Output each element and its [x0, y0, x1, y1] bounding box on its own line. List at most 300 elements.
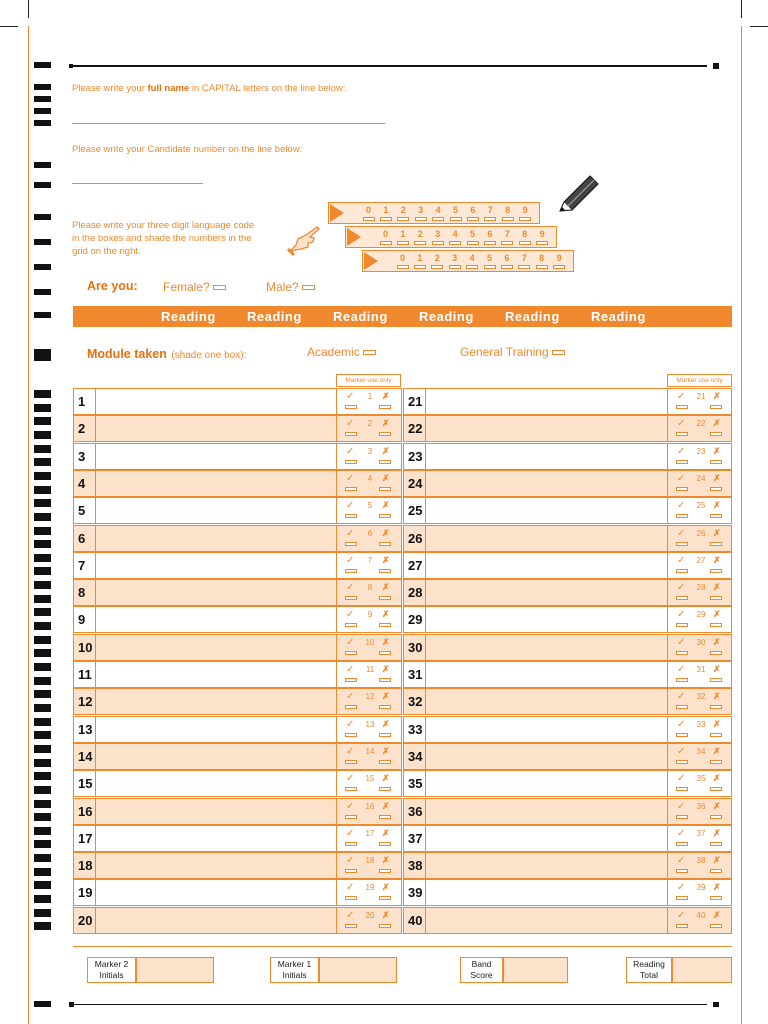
digit-box[interactable]	[519, 217, 531, 221]
answer-row[interactable]	[73, 825, 402, 852]
correct-box[interactable]	[345, 842, 357, 846]
digit-box[interactable]	[380, 217, 392, 221]
question-number: 13	[74, 717, 96, 742]
timing-mark	[34, 677, 51, 685]
answer-row[interactable]	[73, 716, 402, 743]
digit-option[interactable]	[430, 205, 447, 221]
incorrect-box[interactable]	[710, 678, 722, 682]
answer-row[interactable]	[73, 443, 402, 470]
question-number: 36	[404, 799, 426, 824]
incorrect-box[interactable]	[710, 815, 722, 819]
digit-box[interactable]	[431, 265, 443, 269]
question-number: 37	[404, 826, 426, 851]
correct-box[interactable]	[676, 896, 688, 900]
academic-option[interactable]: Academic	[307, 345, 376, 359]
answer-row[interactable]	[403, 497, 732, 524]
digit-label: 5	[452, 205, 458, 215]
incorrect-box[interactable]	[379, 705, 391, 709]
correct-box[interactable]	[676, 623, 688, 627]
correct-box[interactable]	[676, 842, 688, 846]
digit-option[interactable]	[412, 229, 429, 245]
answer-row[interactable]	[403, 388, 732, 415]
correct-box[interactable]	[676, 815, 688, 819]
digit-option[interactable]	[394, 229, 411, 245]
digit-option[interactable]	[551, 253, 568, 269]
answer-row[interactable]	[73, 388, 402, 415]
reading-banner-label: Reading	[419, 309, 474, 324]
correct-box[interactable]	[345, 924, 357, 928]
timing-mark	[34, 813, 51, 821]
male-checkbox[interactable]	[302, 285, 315, 290]
correct-box[interactable]	[345, 760, 357, 764]
digit-option[interactable]	[516, 253, 533, 269]
language-code-grid-3[interactable]	[362, 250, 574, 272]
digit-option[interactable]	[412, 205, 429, 221]
correct-box[interactable]	[345, 815, 357, 819]
marker-box	[667, 389, 732, 414]
correct-box[interactable]	[345, 542, 357, 546]
incorrect-box[interactable]	[379, 623, 391, 627]
incorrect-box[interactable]	[710, 623, 722, 627]
cross-icon: ✗	[713, 554, 721, 565]
correct-box[interactable]	[345, 487, 357, 491]
tick-icon: ✓	[677, 882, 686, 894]
full-name-line[interactable]	[72, 123, 385, 124]
answer-row[interactable]	[403, 579, 732, 606]
digit-option[interactable]	[481, 253, 498, 269]
incorrect-box[interactable]	[710, 896, 722, 900]
answer-row[interactable]	[403, 443, 732, 470]
digit-box[interactable]	[397, 217, 409, 221]
digit-box[interactable]	[536, 265, 548, 269]
incorrect-box[interactable]	[379, 460, 391, 464]
incorrect-box[interactable]	[379, 815, 391, 819]
marker-box	[667, 553, 732, 578]
timing-mark	[34, 182, 51, 188]
marker-box	[336, 880, 401, 905]
digit-option[interactable]	[447, 229, 464, 245]
answer-row[interactable]	[73, 743, 402, 770]
tick-icon: ✓	[346, 800, 355, 812]
candidate-number-line[interactable]	[72, 183, 203, 184]
answer-row[interactable]	[403, 606, 732, 633]
digit-box[interactable]	[467, 217, 479, 221]
question-number: 1	[74, 389, 96, 414]
correct-box[interactable]	[676, 869, 688, 873]
marker-question-number: 30	[696, 637, 706, 647]
digit-option[interactable]	[464, 229, 481, 245]
question-number: 10	[74, 635, 96, 660]
marker-box	[667, 853, 732, 878]
correct-box[interactable]	[345, 514, 357, 518]
answer-row[interactable]	[73, 525, 402, 552]
incorrect-box[interactable]	[379, 542, 391, 546]
digit-box[interactable]	[484, 265, 496, 269]
answer-row[interactable]	[403, 415, 732, 442]
correct-box[interactable]	[676, 705, 688, 709]
correct-box[interactable]	[345, 596, 357, 600]
incorrect-box[interactable]	[710, 787, 722, 791]
correct-box[interactable]	[676, 787, 688, 791]
correct-box[interactable]	[345, 651, 357, 655]
incorrect-box[interactable]	[379, 760, 391, 764]
correct-box[interactable]	[676, 487, 688, 491]
answer-row[interactable]	[403, 770, 732, 797]
crop-mark	[750, 26, 768, 27]
correct-box[interactable]	[676, 651, 688, 655]
incorrect-box[interactable]	[710, 405, 722, 409]
question-number: 2	[74, 416, 96, 441]
tick-icon: ✓	[677, 391, 686, 402]
digit-option[interactable]	[534, 229, 551, 245]
marker-box	[336, 389, 401, 414]
tick-icon: ✓	[677, 664, 686, 675]
answer-row[interactable]	[403, 552, 732, 579]
timing-mark	[34, 731, 51, 739]
incorrect-box[interactable]	[379, 869, 391, 873]
digit-option[interactable]	[377, 205, 394, 221]
correct-box[interactable]	[345, 432, 357, 436]
incorrect-box[interactable]	[710, 460, 722, 464]
digit-box[interactable]	[449, 241, 461, 245]
question-number: 24	[404, 471, 426, 496]
correct-box[interactable]	[676, 596, 688, 600]
incorrect-box[interactable]	[379, 514, 391, 518]
digit-option[interactable]	[429, 253, 446, 269]
timing-mark	[34, 800, 51, 808]
digit-option[interactable]	[464, 253, 481, 269]
digit-box[interactable]	[484, 241, 496, 245]
marker-question-number: 38	[696, 856, 706, 866]
marker-box	[667, 908, 732, 933]
digit-box[interactable]	[553, 265, 565, 269]
correct-box[interactable]	[676, 569, 688, 573]
marker-box	[667, 744, 732, 769]
digit-box[interactable]	[518, 265, 530, 269]
answer-row[interactable]	[73, 798, 402, 825]
correct-box[interactable]	[676, 924, 688, 928]
digit-option[interactable]	[517, 205, 534, 221]
language-code-grid-1[interactable]	[328, 202, 540, 224]
answer-row[interactable]	[73, 770, 402, 797]
digit-box[interactable]	[484, 217, 496, 221]
marker-question-number: 36	[696, 801, 706, 811]
marker-box	[667, 607, 732, 632]
digit-option[interactable]	[447, 205, 464, 221]
digit-box[interactable]	[449, 265, 461, 269]
incorrect-box[interactable]	[379, 432, 391, 436]
timing-mark	[34, 404, 51, 412]
timing-mark	[34, 120, 51, 126]
digit-option[interactable]	[516, 229, 533, 245]
marker2-initials-box[interactable]	[136, 957, 214, 983]
incorrect-box[interactable]	[710, 760, 722, 764]
question-number: 9	[74, 607, 96, 632]
incorrect-box[interactable]	[379, 924, 391, 928]
answer-row[interactable]	[403, 716, 732, 743]
band-score-box[interactable]	[503, 957, 568, 983]
digit-option[interactable]	[360, 205, 377, 221]
digit-option[interactable]	[429, 229, 446, 245]
answer-row[interactable]	[73, 634, 402, 661]
marker-question-number: 12	[365, 692, 375, 702]
digit-box[interactable]	[415, 217, 427, 221]
timing-mark	[34, 636, 51, 644]
correct-box[interactable]	[345, 623, 357, 627]
general-training-option[interactable]: General Training	[460, 345, 565, 359]
tick-icon: ✓	[346, 554, 355, 566]
digit-box[interactable]	[519, 241, 531, 245]
timing-mark	[34, 622, 51, 630]
digit-box[interactable]	[414, 265, 426, 269]
question-number: 19	[74, 880, 96, 905]
tick-icon: ✓	[677, 909, 686, 921]
digit-option[interactable]	[533, 253, 550, 269]
correct-box[interactable]	[676, 460, 688, 464]
digit-box[interactable]	[414, 241, 426, 245]
answer-row[interactable]	[73, 579, 402, 606]
digit-box[interactable]	[467, 241, 479, 245]
timing-mark	[34, 431, 51, 439]
timing-mark	[34, 312, 51, 318]
cross-icon: ✗	[382, 691, 390, 702]
digit-box[interactable]	[397, 265, 409, 269]
marker-question-number: 16	[365, 801, 375, 811]
digit-label: 2	[434, 253, 440, 263]
digit-option[interactable]	[377, 229, 394, 245]
incorrect-box[interactable]	[379, 678, 391, 682]
female-option[interactable]: Female?	[163, 280, 226, 294]
answer-row[interactable]	[403, 634, 732, 661]
tick-icon: ✓	[346, 609, 355, 621]
timing-mark	[34, 827, 51, 835]
marker-question-number: 40	[696, 910, 706, 920]
digit-box[interactable]	[501, 265, 513, 269]
question-number: 4	[74, 471, 96, 496]
digit-label: 8	[522, 229, 528, 239]
cross-icon: ✗	[382, 882, 390, 893]
cross-icon: ✗	[382, 664, 390, 674]
answer-row[interactable]	[73, 606, 402, 633]
marker-box	[336, 662, 401, 687]
reading-total-box[interactable]	[672, 957, 732, 983]
marker-box	[667, 662, 732, 687]
answer-row[interactable]	[73, 470, 402, 497]
language-code-grid-2[interactable]	[345, 226, 557, 248]
answer-row[interactable]	[73, 852, 402, 879]
incorrect-box[interactable]	[379, 569, 391, 573]
tick-icon: ✓	[346, 472, 355, 484]
timing-mark	[34, 895, 51, 903]
cross-icon: ✗	[713, 773, 721, 784]
digit-box[interactable]	[432, 241, 444, 245]
digit-box[interactable]	[380, 241, 392, 245]
academic-checkbox[interactable]	[363, 350, 376, 355]
answer-row[interactable]	[73, 661, 402, 688]
cross-icon: ✗	[382, 909, 390, 920]
tick-icon: ✓	[677, 527, 686, 539]
digit-label: 4	[435, 205, 441, 215]
answer-row[interactable]	[73, 552, 402, 579]
digit-option[interactable]	[482, 205, 499, 221]
incorrect-box[interactable]	[379, 405, 391, 409]
incorrect-box[interactable]	[379, 787, 391, 791]
timing-mark	[34, 608, 51, 616]
incorrect-box[interactable]	[710, 487, 722, 491]
incorrect-box[interactable]	[710, 432, 722, 436]
digit-box[interactable]	[536, 241, 548, 245]
correct-box[interactable]	[345, 569, 357, 573]
digit-option[interactable]	[446, 253, 463, 269]
tick-icon: ✓	[677, 855, 686, 867]
digit-box[interactable]	[501, 241, 513, 245]
incorrect-box[interactable]	[379, 896, 391, 900]
correct-box[interactable]	[345, 787, 357, 791]
answer-row[interactable]	[403, 907, 732, 934]
digit-box[interactable]	[450, 217, 462, 221]
answer-row[interactable]	[403, 825, 732, 852]
question-number: 23	[404, 444, 426, 469]
cross-icon: ✗	[382, 718, 390, 729]
marker-box	[336, 853, 401, 878]
cross-icon: ✗	[382, 773, 390, 784]
marker-box	[667, 498, 732, 523]
incorrect-box[interactable]	[379, 842, 391, 846]
correct-box[interactable]	[676, 760, 688, 764]
digit-box[interactable]	[502, 217, 514, 221]
incorrect-box[interactable]	[710, 705, 722, 709]
incorrect-box[interactable]	[379, 651, 391, 655]
correct-box[interactable]	[676, 678, 688, 682]
question-number: 26	[404, 526, 426, 551]
correct-box[interactable]	[345, 733, 357, 737]
digit-option[interactable]	[395, 205, 412, 221]
incorrect-box[interactable]	[710, 569, 722, 573]
correct-box[interactable]	[676, 733, 688, 737]
answer-row[interactable]	[73, 879, 402, 906]
incorrect-box[interactable]	[710, 924, 722, 928]
correct-box[interactable]	[676, 432, 688, 436]
correct-box[interactable]	[345, 678, 357, 682]
timing-mark	[34, 472, 51, 480]
digit-box[interactable]	[397, 241, 409, 245]
incorrect-box[interactable]	[710, 869, 722, 873]
marker-question-number: 10	[365, 637, 375, 647]
correct-box[interactable]	[676, 405, 688, 409]
answer-row[interactable]	[73, 415, 402, 442]
digit-option[interactable]	[464, 205, 481, 221]
answer-row[interactable]	[403, 470, 732, 497]
digit-option[interactable]	[411, 253, 428, 269]
answer-row[interactable]	[403, 743, 732, 770]
male-option[interactable]: Male?	[266, 280, 315, 294]
marker-question-number: 13	[365, 719, 375, 729]
bottom-rule	[73, 1004, 707, 1005]
marker-box	[336, 444, 401, 469]
bottom-rule-mark	[713, 1002, 719, 1007]
marker-box	[336, 744, 401, 769]
timing-mark	[34, 759, 51, 767]
incorrect-box[interactable]	[379, 487, 391, 491]
marker-box	[667, 471, 732, 496]
answer-row[interactable]	[403, 661, 732, 688]
correct-box[interactable]	[345, 896, 357, 900]
answer-row[interactable]	[73, 907, 402, 934]
answer-row[interactable]	[73, 688, 402, 715]
incorrect-box[interactable]	[710, 514, 722, 518]
digit-box[interactable]	[466, 265, 478, 269]
timing-mark	[34, 595, 51, 603]
tick-icon: ✓	[346, 418, 355, 430]
incorrect-box[interactable]	[710, 542, 722, 546]
correct-box[interactable]	[676, 542, 688, 546]
incorrect-box[interactable]	[379, 733, 391, 737]
incorrect-box[interactable]	[710, 651, 722, 655]
question-number: 32	[404, 689, 426, 714]
correct-box[interactable]	[345, 405, 357, 409]
band-score-label: Band Score	[460, 957, 503, 983]
answer-row[interactable]	[403, 879, 732, 906]
digit-box[interactable]	[432, 217, 444, 221]
marker-question-number: 26	[696, 528, 706, 538]
marker2-initials-label: Marker 2 Initials	[87, 957, 136, 983]
digit-box[interactable]	[363, 217, 375, 221]
female-checkbox[interactable]	[213, 285, 226, 290]
digit-label: 6	[504, 253, 510, 263]
marker-box	[336, 908, 401, 933]
digit-option[interactable]	[498, 253, 515, 269]
marker-question-number: 7	[367, 555, 373, 565]
question-number: 29	[404, 607, 426, 632]
marker-question-number: 11	[365, 665, 375, 674]
timing-mark	[34, 881, 51, 889]
digit-option[interactable]	[394, 253, 411, 269]
digit-label: 0	[399, 253, 405, 263]
tick-icon: ✓	[677, 691, 686, 703]
question-number: 5	[74, 498, 96, 523]
module-label: Module taken (shade one box):	[87, 347, 247, 361]
answer-row[interactable]	[403, 852, 732, 879]
incorrect-box[interactable]	[379, 596, 391, 600]
cross-icon: ✗	[382, 609, 390, 620]
timing-mark	[34, 745, 51, 753]
correct-box[interactable]	[345, 460, 357, 464]
digit-option[interactable]	[499, 229, 516, 245]
correct-box[interactable]	[345, 869, 357, 873]
cross-icon: ✗	[382, 827, 390, 838]
answer-row[interactable]	[403, 688, 732, 715]
cross-icon: ✗	[713, 391, 721, 401]
digit-option[interactable]	[499, 205, 516, 221]
answer-row[interactable]	[403, 525, 732, 552]
digit-option[interactable]	[481, 229, 498, 245]
cross-icon: ✗	[713, 800, 721, 811]
top-rule-mark	[69, 64, 73, 68]
page-border-left	[28, 26, 29, 1024]
answer-row[interactable]	[403, 798, 732, 825]
question-number: 15	[74, 771, 96, 796]
incorrect-box[interactable]	[710, 842, 722, 846]
correct-box[interactable]	[676, 514, 688, 518]
marker1-initials-box[interactable]	[319, 957, 397, 983]
tick-icon: ✓	[346, 527, 355, 539]
correct-box[interactable]	[345, 705, 357, 709]
general-training-checkbox[interactable]	[552, 350, 565, 355]
cross-icon: ✗	[382, 527, 390, 538]
incorrect-box[interactable]	[710, 596, 722, 600]
answer-row[interactable]	[73, 497, 402, 524]
incorrect-box[interactable]	[710, 733, 722, 737]
